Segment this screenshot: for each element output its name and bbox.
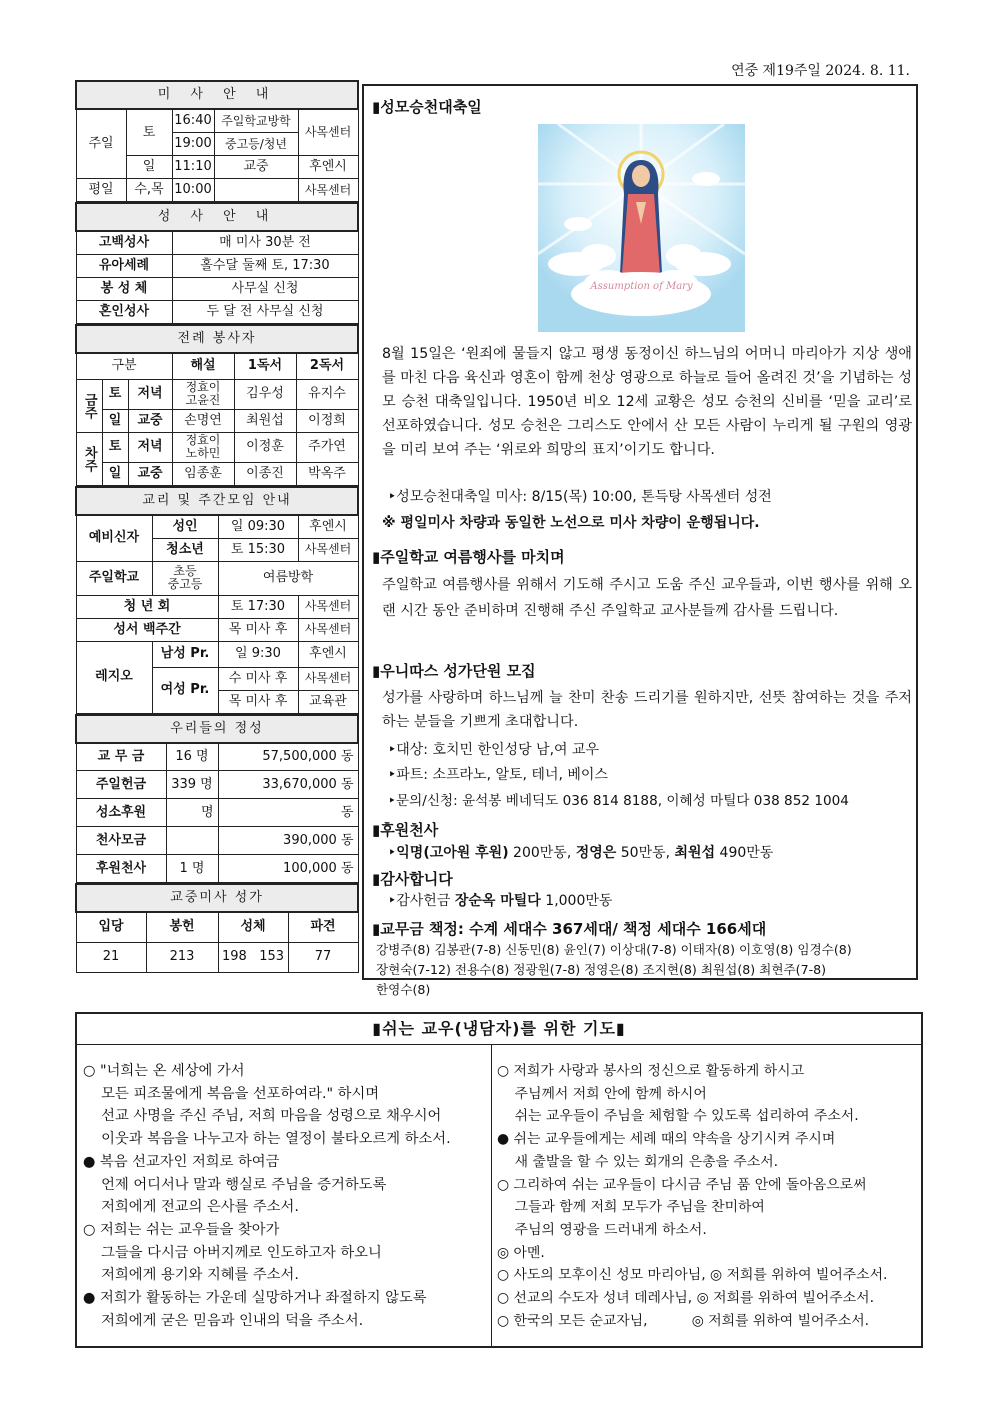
offering-label: 교 무 금 [76, 743, 166, 771]
meeting-place: 교육관 [298, 690, 358, 713]
bible-study-label: 성서 백주간 [76, 618, 218, 641]
hymn-table [75, 883, 359, 973]
choir-body: 성가를 사랑하며 하느님께 늘 찬미 찬송 드리기를 원하지만, 선뜻 참여하는 것을 주저하는 분들을 기쁘게 초대합니다. [382, 690, 912, 730]
group-label: 남성 Pr. [152, 641, 218, 667]
choir-title: ▮우니따스 성가단원 모집 [372, 662, 536, 680]
group-label: 중고등 [167, 577, 203, 591]
prayer-line: 그들과 함께 저희 모두가 주님을 찬미하여 [497, 1199, 765, 1216]
meeting-place: 사목센터 [298, 618, 358, 641]
server-name: 김우성 [234, 379, 296, 409]
hymn-number: 213 [146, 942, 218, 972]
liturgy-table [75, 324, 359, 486]
assumption-title: ▮성모승천대축일 [372, 98, 482, 116]
amount: 200만동, [508, 845, 576, 861]
prayer-line: 새 출발을 할 수 있는 회개의 은총을 주소서. [497, 1153, 779, 1170]
offering-label: 주일헌금 [76, 771, 166, 799]
next-week-label: 차주 [76, 432, 102, 485]
meeting-time: 목 미사 후 [218, 618, 298, 641]
prayer-line: 모든 피조물에게 복음을 선포하여라." 하시며 [83, 1085, 380, 1102]
day-label: 일 [102, 409, 128, 432]
meeting-time: 토 15:30 [218, 538, 298, 561]
catechumen-label: 예비신자 [76, 515, 152, 562]
mass-time: 11:10 [172, 156, 214, 179]
choir-contact: ‣문의/신청: 윤석봉 베네딕도 036 814 8188, 이혜성 마틸다 038 852 1004 [388, 793, 849, 809]
prayer-line: 이웃과 복음을 나누고자 하는 열정이 불타오르게 하소서. [83, 1131, 451, 1148]
amount: 50만동, [616, 845, 675, 861]
mary-illustration [538, 124, 745, 332]
hymn-header: 입당 [76, 912, 146, 942]
mass-time: 16:40 [172, 109, 214, 133]
meeting-time: 목 미사 후 [218, 690, 298, 713]
sunday-school-label: 주일학교 [76, 561, 152, 595]
prayer-line: ● 쉬는 교우들에게는 세례 때의 약속을 상기시켜 주시며 [497, 1131, 836, 1148]
thanks-title: ▮감사합니다 [372, 870, 453, 888]
prayer-line: 저희에게 굳은 믿음과 인내의 덕을 주소서. [83, 1312, 364, 1329]
mass-type-label: 교중 [128, 462, 172, 485]
liturgy-title: 전례 봉사자 [76, 325, 358, 353]
angel-title: ▮후원천사 [372, 821, 439, 839]
offering-count [166, 827, 218, 855]
prayer-line: ○ 사도의 모후이신 성모 마리아님, ◎ 저희를 위하여 빌어주소서. [497, 1267, 888, 1284]
this-week-label: 금주 [76, 379, 102, 432]
mass-place: 후엔시 [298, 156, 358, 179]
prayer-title: ▮쉬는 교우(냉담자)를 위한 기도▮ [77, 1014, 921, 1045]
prayer-line: ● 저희가 활동하는 가운데 실망하거나 좌절하지 않도록 [83, 1290, 427, 1307]
mass-desc: 교중 [214, 156, 298, 179]
hymn-number: 77 [288, 942, 358, 972]
day-label: 일 [102, 462, 128, 485]
liturgy-header: 1독서 [234, 353, 296, 379]
mass-time: 10:00 [172, 179, 214, 202]
offering-title: 우리들의 정성 [76, 715, 358, 743]
amount: 1,000만동 [540, 893, 613, 909]
weekday-label: 평일 [76, 179, 126, 202]
offering-count: 명 [166, 799, 218, 827]
meeting-time: 수 미사 후 [218, 667, 298, 690]
donor: 장순옥 마틸다 [454, 893, 541, 909]
prayer-line: 저희에게 용기와 지혜를 주소서. [83, 1267, 299, 1284]
dues-list [376, 940, 852, 1000]
saturday-label: 토 [126, 109, 172, 156]
meeting-place: 사목센터 [298, 538, 358, 561]
prayer-line: 저희에게 전교의 은사를 주소서. [83, 1199, 299, 1216]
prayer-line: 주님께서 저희 안에 함께 하시어 [497, 1085, 707, 1102]
prayer-left-column [83, 1060, 451, 1332]
legio-label: 레지오 [76, 641, 152, 713]
left-column [75, 80, 357, 973]
meeting-place: 사목센터 [298, 667, 358, 690]
dues-line: 강병주(8) 김봉관(7-8) 신동민(8) 윤인(7) 이상대(7-8) 이태자(8) 이호영(8) 임경수(8) [376, 942, 852, 957]
offering-count: 339 명 [166, 771, 218, 799]
prayer-line: ○ "너희는 온 세상에 가서 [83, 1063, 245, 1079]
server-name: 정효이 [185, 380, 221, 395]
donor: 최원섭 [674, 845, 716, 861]
sunday-day-label: 일 [126, 156, 172, 179]
hymn-header: 파견 [288, 912, 358, 942]
dues-line: 장현숙(7-12) 전용수(8) 정광원(7-8) 정영은(8) 조지현(8) 최원섭(8) 최현주(7-8) [376, 962, 827, 977]
server-name: 임종훈 [172, 462, 234, 485]
liturgy-header: 2독서 [296, 353, 358, 379]
day-label: 토 [102, 432, 128, 462]
sacrament-label: 봉 성 체 [76, 278, 172, 301]
prayer-line: ● 복음 선교자인 저희로 하여금 [83, 1153, 280, 1170]
prayer-line: ○ 한국의 모든 순교자님, ◎ 저희를 위하여 빌어주소서. [497, 1312, 870, 1329]
catechism-table [75, 486, 359, 714]
mass-place: 사목센터 [298, 109, 358, 156]
image-caption: Assumption of Mary [590, 281, 693, 292]
server-name: 이종진 [234, 462, 296, 485]
hymn-header: 봉헌 [146, 912, 218, 942]
mass-type-label: 저녁 [128, 432, 172, 462]
sacrament-value: 두 달 전 사무실 신청 [172, 301, 358, 324]
prayer-line: 언제 어디서나 말과 행실로 주님을 증거하도록 [83, 1176, 387, 1193]
assumption-body: 8월 15일은 ‘원죄에 물들지 않고 평생 동정이신 하느님의 어머니 마리아가 지상 생애를 마친 다음 육신과 영혼이 함께 천상 영광으로 하늘로 들어 올려진 것’을 기념하는 성모 승천 대축일입니다. 1950년 비오 12세 교황은 성모 승천의 신비를 ‘믿을 교리’로 선포하였습니다. 성모 승천은 그리스도 안에서 산 모든 사람이 누리게 될 구원의 영광을 미리 보여 주는 ‘위로와 희망의 표지’이기도 합니다. [382, 346, 912, 458]
prayer-line: 주님의 영광을 드러내게 하소서. [497, 1221, 707, 1238]
mass-schedule-table [75, 80, 359, 202]
prayer-line: ○ 그리하여 쉬는 교우들이 다시금 주님 품 안에 돌아옴으로써 [497, 1176, 867, 1193]
mass-desc: 중고등/청년 [214, 133, 298, 156]
sacrament-label: 고백성사 [76, 231, 172, 255]
donor: 정영은 [575, 845, 617, 861]
sunday-label: 주일 [76, 109, 126, 179]
mass-desc: 주일학교방학 [214, 109, 298, 133]
prayer-line: 선교 사명을 주신 주님, 저희 마음을 성령으로 채우시어 [83, 1108, 442, 1125]
offering-amount: 33,670,000 동 [218, 771, 358, 799]
meeting-time: 일 9:30 [218, 641, 298, 667]
dues-title: ▮교무금 책정: 수계 세대수 367세대/ 책정 세대수 166세대 [372, 920, 767, 938]
server-name: 고윤진 [185, 393, 221, 407]
liturgy-header: 해설 [172, 353, 234, 379]
sacrament-title: 성 사 안 내 [76, 203, 358, 231]
group-label: 성인 [152, 515, 218, 539]
assumption-mass-info: ‣성모승천대축일 미사: 8/15(목) 10:00, 톤득탕 사목센터 성전 [388, 489, 772, 505]
column-divider [491, 1044, 492, 1348]
bullet: ‣감사헌금 [388, 893, 455, 909]
donor: 익명(고아원 후원) [396, 845, 509, 861]
sacrament-table [75, 202, 359, 324]
prayer-line: 쉬는 교우들이 주님을 체험할 수 있도록 섭리하여 주소서. [497, 1108, 859, 1125]
server-name: 이정훈 [234, 432, 296, 462]
mass-place: 사목센터 [298, 179, 358, 202]
prayer-line: ○ 저희는 쉬는 교우들을 찾아가 [83, 1221, 280, 1238]
angel-donors [388, 842, 773, 862]
assumption-image [538, 124, 745, 332]
summer-body: 주일학교 여름행사를 위해서 기도해 주시고 도움 주신 교우들과, 이번 행사를 위해 오랜 시간 동안 준비하며 진행해 주신 주일학교 교사분들께 감사를 드립니다. [382, 577, 912, 619]
mass-time: 19:00 [172, 133, 214, 156]
assumption-note: ※ 평일미사 차량과 동일한 노선으로 미사 차량이 운행됩니다. [382, 515, 760, 531]
prayer-box [75, 1012, 923, 1348]
meeting-place: 사목센터 [298, 595, 358, 618]
mass-type-label: 교중 [128, 409, 172, 432]
server-name: 최원섭 [234, 409, 296, 432]
amount: 490만동 [715, 845, 774, 861]
server-name: 주가연 [296, 432, 358, 462]
offering-amount: 57,500,000 동 [218, 743, 358, 771]
prayer-line: ○ 선교의 수도자 성녀 데레사님, ◎ 저희를 위하여 빌어주소서. [497, 1290, 875, 1307]
bullet: ‣ [388, 845, 397, 861]
prayer-line: ○ 저희가 사랑과 봉사의 정신으로 활동하게 하시고 [497, 1063, 804, 1079]
choir-parts: ‣파트: 소프라노, 알토, 테너, 베이스 [388, 767, 608, 783]
liturgy-header: 구분 [76, 353, 172, 379]
school-status: 여름방학 [218, 561, 358, 595]
offering-amount: 동 [218, 799, 358, 827]
announcement-box [362, 84, 918, 997]
dues-line: 한영수(8) [376, 982, 431, 997]
hymn-header: 성체 [218, 912, 288, 942]
server-name: 박옥주 [296, 462, 358, 485]
thanks-body [388, 890, 612, 910]
server-name: 손명연 [172, 409, 234, 432]
bulletin-date: 연중 제19주일 2024. 8. 11. [731, 63, 910, 79]
young-adult-label: 청 년 회 [76, 595, 218, 618]
catechism-title: 교리 및 주간모임 안내 [76, 487, 358, 515]
group-label: 여성 Pr. [152, 667, 218, 713]
sacrament-label: 유아세례 [76, 255, 172, 278]
weekday-days: 수,목 [126, 179, 172, 202]
sacrament-value: 사무실 신청 [172, 278, 358, 301]
day-label: 토 [102, 379, 128, 409]
choir-target: ‣대상: 호치민 한인성당 남,여 교우 [388, 742, 600, 758]
offering-count: 16 명 [166, 743, 218, 771]
meeting-time: 토 17:30 [218, 595, 298, 618]
prayer-right-column [497, 1060, 887, 1332]
prayer-line: ◎ 아멘. [497, 1244, 545, 1261]
offering-amount: 390,000 동 [218, 827, 358, 855]
meeting-place: 후엔시 [298, 515, 358, 539]
sacrament-value: 매 미사 30분 전 [172, 231, 358, 255]
server-name: 유지수 [296, 379, 358, 409]
hymn-number: 21 [76, 942, 146, 972]
server-name: 이정희 [296, 409, 358, 432]
offering-label: 성소후원 [76, 799, 166, 827]
server-name: 정효이 [185, 433, 221, 448]
meeting-place: 후엔시 [298, 641, 358, 667]
server-name: 노하민 [185, 446, 221, 460]
offering-label: 천사모금 [76, 827, 166, 855]
group-label: 초등 [173, 564, 197, 579]
mass-type-label: 저녁 [128, 379, 172, 409]
hymn-title: 교중미사 성가 [76, 884, 358, 912]
sacrament-label: 혼인성사 [76, 301, 172, 324]
offering-count: 1 명 [166, 855, 218, 883]
offering-label: 후원천사 [76, 855, 166, 883]
offering-table [75, 714, 359, 884]
sacrament-value: 홀수달 둘째 토, 17:30 [172, 255, 358, 278]
summer-title: ▮주일학교 여름행사를 마치며 [372, 548, 565, 566]
offering-amount: 100,000 동 [218, 855, 358, 883]
group-label: 청소년 [152, 538, 218, 561]
hymn-number: 198 153 [218, 942, 288, 972]
meeting-time: 일 09:30 [218, 515, 298, 539]
prayer-line: 그들을 다시금 아버지께로 인도하고자 하오니 [83, 1244, 382, 1261]
mass-title: 미 사 안 내 [76, 81, 358, 109]
